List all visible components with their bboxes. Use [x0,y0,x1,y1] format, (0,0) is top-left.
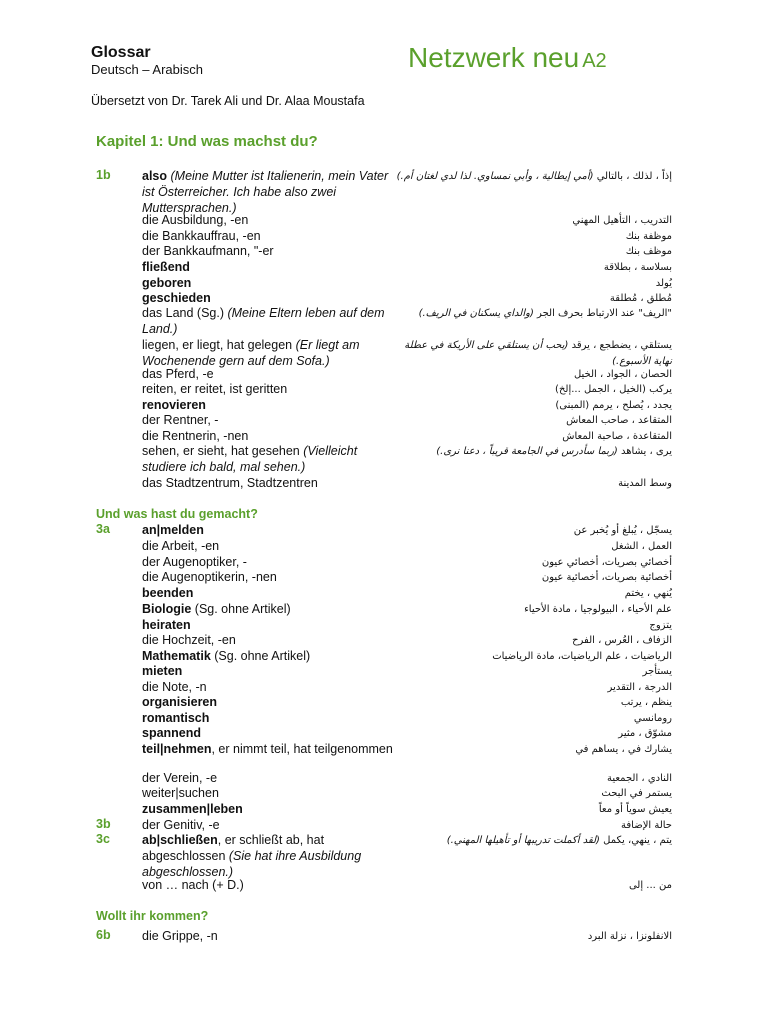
arabic-translation [392,680,672,696]
arabic-meaning: علم الأحياء ، البيولوجيا ، مادة الأحياء [524,604,672,615]
exercise-label: 3c [96,832,110,846]
arabic-meaning: إذاً ، لذلك ، بالتالي [596,171,672,182]
german-term [142,632,404,648]
grammar-info: das Land (Sg.) [142,306,224,320]
german-term [142,832,404,880]
arabic-translation [392,523,672,539]
brand-name: Netzwerk neu [408,42,580,73]
arabic-translation [392,429,672,445]
grammar-info: die Arbeit, -en [142,539,220,553]
headword: zusammen|leben [142,802,243,816]
headword: an|melden [142,523,204,537]
headword: Mathematik [142,649,211,663]
grammar-info: das Pferd, -e [142,367,214,381]
arabic-example: (أمي إيطالية ، وأبي نمساوي. لذا لدي لغتان أم.) [396,171,594,182]
arabic-meaning: يستلقي ، يضطجع ، يرقد [571,340,672,351]
arabic-translation [392,244,672,260]
arabic-translation [392,413,672,429]
section-title: Wollt ihr kommen? [96,909,209,923]
arabic-translation [392,555,672,571]
german-term [142,725,404,741]
glossary-subtitle: Deutsch – Arabisch [91,62,204,77]
arabic-meaning: مُطلق ، مُطلقة [609,293,672,304]
grammar-info: reiten, er reitet, ist geritten [142,382,288,396]
grammar-info: der Augenoptiker, - [142,555,247,569]
arabic-meaning: يجدد ، يُصلح ، يرمم (المبنى) [555,400,672,411]
arabic-translation [392,338,672,370]
arabic-translation [392,586,672,602]
arabic-translation [392,878,672,894]
arabic-meaning: مشوّق ، مثير [618,728,672,739]
arabic-translation [392,276,672,292]
arabic-translation [392,444,672,460]
headword: geschieden [142,291,211,305]
german-term [142,617,404,633]
headword: fließend [142,260,190,274]
grammar-info: von … nach (+ D.) [142,878,244,892]
german-term [142,475,404,491]
arabic-meaning: يشارك في ، يساهم في [575,744,672,755]
arabic-translation [392,213,672,229]
arabic-meaning: بسلاسة ، بطلاقة [603,262,672,273]
exercise-label: 6b [96,928,111,942]
arabic-translation [392,618,672,634]
arabic-translation [392,539,672,555]
german-term [142,663,404,679]
german-term [142,877,404,893]
grammar-info: der Genitiv, -e [142,818,220,832]
arabic-meaning: العمل ، الشغل [611,541,672,552]
arabic-translation [392,711,672,727]
german-term [142,522,404,538]
glossary-title: Glossar [91,44,151,61]
example-sentence: (Er liegt am Wochenende gern auf dem Sofa.) [142,338,360,368]
arabic-meaning: يستأجر [642,666,672,677]
arabic-meaning: الزفاف ، العُرس ، الفرح [572,635,672,646]
example-sentence: (Sie hat ihre Ausbildung abgeschlossen.) [142,849,362,879]
grammar-info: , er nimmt teil, hat teilgenommen [211,742,393,756]
arabic-meaning: رومانسي [633,713,672,724]
arabic-translation [392,260,672,276]
brand-logo [408,42,607,74]
arabic-meaning: يعيش سوياً أو معاً [598,804,672,815]
german-term [142,290,404,306]
arabic-translation [392,818,672,834]
headword: teil|nehmen [142,742,212,756]
arabic-meaning: ينظم ، يرتب [620,697,672,708]
exercise-label: 3b [96,817,111,831]
exercise-label: 1b [96,168,111,182]
arabic-translation [392,291,672,307]
headword: renovieren [142,398,206,412]
grammar-info: die Grippe, -n [142,929,218,943]
arabic-example: (ربما سأدرس في الجامعة قريباً ، دعنا نرى.) [436,446,618,457]
german-term [142,168,404,216]
example-sentence: (Meine Mutter ist Italienerin, mein Vater ist Österreicher. Ich habe also zwei Muttersprachen.) [142,169,389,215]
german-term [142,710,404,726]
german-term [142,243,404,259]
arabic-translation [392,664,672,680]
headword: mieten [142,664,183,678]
headword: organisieren [142,695,218,709]
arabic-meaning: يُنهي ، يختم [624,588,672,599]
grammar-info: weiter|suchen [142,786,219,800]
german-term [142,801,404,817]
arabic-translation [392,649,672,665]
german-term [142,337,404,369]
arabic-meaning: وسط المدينة [618,478,672,489]
arabic-meaning: يتزوج [649,620,672,631]
section-title: Und was hast du gemacht? [96,507,258,521]
german-term [142,601,404,617]
arabic-meaning: يسجّل ، يُبلغ أو يُخبر عن [573,525,672,536]
arabic-translation [392,929,672,945]
arabic-example: (يحب أن يستلقي على الأريكة في عطلة نهاية الأسبوع.) [404,340,672,367]
headword: also [142,169,168,183]
grammar-info: der Bankkaufmann, "-er [142,244,274,258]
german-term [142,381,404,397]
arabic-meaning: موظفة بنك [625,231,672,242]
arabic-meaning: يرى ، يشاهد [621,446,672,457]
german-term [142,538,404,554]
arabic-meaning: "الريف" عند الارتباط بحرف الجر [537,308,672,319]
arabic-meaning: يتم ، ينهي، يكمل [603,835,672,846]
arabic-translation [392,771,672,787]
grammar-info: sehen, er sieht, hat gesehen [142,444,300,458]
headword: romantisch [142,711,210,725]
grammar-info: die Hochzeit, -en [142,633,236,647]
grammar-info: der Verein, -e [142,771,218,785]
german-term [142,397,404,413]
german-term [142,648,404,664]
german-term [142,212,404,228]
arabic-meaning: أخصائية بصريات، أخصائية عيون [541,572,672,583]
german-term [142,928,404,944]
arabic-meaning: الانفلونزا ، نزلة البرد [587,931,672,942]
german-term [142,554,404,570]
headword: geboren [142,276,192,290]
arabic-translation [392,786,672,802]
german-term [142,275,404,291]
grammar-info: , er schließt ab, hat abgeschlossen [142,833,325,863]
german-term [142,305,404,337]
german-term [142,785,404,801]
german-term [142,428,404,444]
arabic-meaning: حالة الإضافة [621,820,672,831]
grammar-info: die Note, -n [142,680,207,694]
arabic-translation [392,695,672,711]
arabic-meaning: المتقاعد ، صاحب المعاش [566,415,672,426]
grammar-info: der Rentner, - [142,413,219,427]
german-term [142,679,404,695]
arabic-translation [392,802,672,818]
arabic-translation [392,742,672,758]
arabic-meaning: النادي ، الجمعية [606,773,672,784]
arabic-meaning: من ... إلى [628,880,672,891]
german-term [142,741,404,757]
grammar-info: liegen, er liegt, hat gelegen [142,338,293,352]
german-term [142,228,404,244]
german-term [142,817,404,833]
headword: ab|schließen [142,833,218,847]
arabic-translation [392,476,672,492]
grammar-info: (Sg. ohne Artikel) [191,602,291,616]
example-sentence: (Meine Eltern leben auf dem Land.) [142,306,385,336]
arabic-translation [392,382,672,398]
german-term [142,259,404,275]
exercise-label: 3a [96,522,110,536]
arabic-meaning: يركب (الخيل ، الجمل ...إلخ) [555,384,672,395]
grammar-info: die Bankkauffrau, -en [142,229,261,243]
german-term [142,569,404,585]
chapter-title: Kapitel 1: Und was machst du? [96,133,318,150]
grammar-info: die Ausbildung, -en [142,213,249,227]
arabic-meaning: الدرجة ، التقدير [607,682,672,693]
arabic-translation [392,602,672,618]
arabic-translation [392,367,672,383]
arabic-example: (لقد أكملت تدريبها أو تأهيلها المهني.) [446,835,600,846]
grammar-info: (Sg. ohne Artikel) [210,649,311,663]
arabic-translation [392,726,672,742]
grammar-info: die Augenoptikerin, -nen [142,570,277,584]
arabic-translation [392,833,672,849]
arabic-meaning: المتقاعدة ، صاحبة المعاش [562,431,672,442]
german-term [142,366,404,382]
arabic-meaning: الرياضيات ، علم الرياضيات، مادة الرياضيات [492,651,672,662]
german-term [142,694,404,710]
arabic-meaning: يستمر في البحث [601,788,672,799]
headword: beenden [142,586,194,600]
arabic-translation [392,398,672,414]
german-term [142,585,404,601]
arabic-meaning: يُولد [655,278,672,289]
arabic-meaning: الحصان ، الجواد ، الخيل [573,369,672,380]
arabic-meaning: أخصائي بصريات، أخصائي عيون [541,557,672,568]
headword: spannend [142,726,202,740]
example-sentence: (Vielleicht studiere ich bald, mal sehen.) [142,444,358,474]
grammar-info: die Rentnerin, -nen [142,429,249,443]
arabic-translation [392,306,672,322]
headword: heiraten [142,618,191,632]
arabic-translation [392,169,672,185]
arabic-example: (والداي يسكنان في الريف.) [418,308,534,319]
headword: Biologie [142,602,192,616]
arabic-meaning: التدريب ، التأهيل المهني [572,215,672,226]
german-term [142,412,404,428]
grammar-info: das Stadtzentrum, Stadtzentren [142,476,318,490]
german-term [142,443,404,475]
german-term [142,770,404,786]
arabic-translation [392,633,672,649]
translator-credit: Übersetzt von Dr. Tarek Ali und Dr. Alaa Moustafa [91,94,365,108]
arabic-meaning: موظف بنك [625,246,672,257]
arabic-translation [392,229,672,245]
brand-level: A2 [582,50,607,72]
arabic-translation [392,570,672,586]
